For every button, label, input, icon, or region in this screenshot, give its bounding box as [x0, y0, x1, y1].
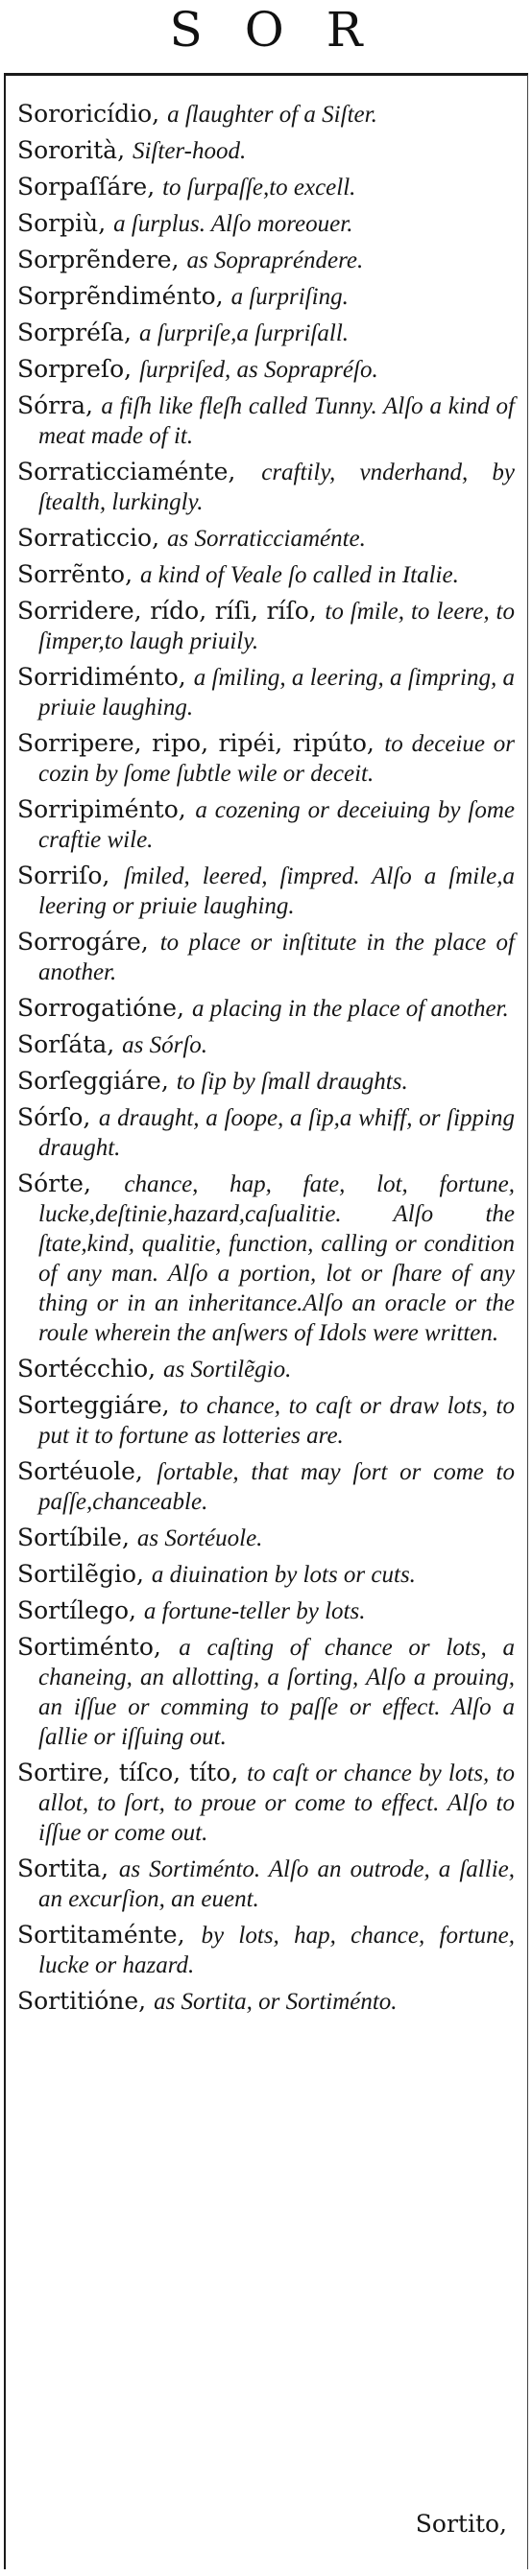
- entry-headword: Sorſáta,: [17, 1030, 115, 1058]
- entry-headword: Sortitaménte,: [17, 1921, 185, 1949]
- entry-headword: Sortíbile,: [17, 1524, 130, 1551]
- dictionary-entry: [17, 1596, 515, 1626]
- entry-headword: Sorſeggiáre,: [17, 1067, 169, 1095]
- entry-headword: Sortita,: [17, 1855, 109, 1882]
- dictionary-entry: [17, 795, 515, 855]
- entry-definition: to deceiue or cozin by ſome ſubtle wile or deceit.: [38, 731, 515, 787]
- dictionary-entry: [17, 100, 515, 130]
- entry-definition: to ſurpaſſe,to excell.: [162, 175, 356, 201]
- dictionary-entry: [17, 458, 515, 517]
- dictionary-entry: [17, 246, 515, 275]
- dictionary-entry: [17, 663, 515, 722]
- entry-definition: to chance, to caſt or draw lots, to put it to fortune as lotteries are.: [38, 1393, 515, 1449]
- entry-headword: Sorprẽndere,: [17, 246, 180, 273]
- dictionary-entry: [17, 1855, 515, 1914]
- entry-headword: Sortílego,: [17, 1596, 136, 1624]
- entry-definition: to place or inſtitute in the place of another.: [38, 930, 515, 985]
- entry-headword: Sorripere, ripo, ripéi, ripúto,: [17, 729, 375, 757]
- entry-headword: Sorraticcio,: [17, 524, 160, 552]
- dictionary-entry: [17, 1170, 515, 1348]
- dictionary-entry: [17, 1030, 515, 1060]
- entry-headword: Sorpréſa,: [17, 319, 132, 346]
- entry-headword: Sorpaſſáre,: [17, 173, 156, 201]
- dictionary-entry: [17, 136, 515, 166]
- entry-definition: a caſting of chance or lots, a chaneing, an allotting, a ſorting, Alſo a prouing, an iſſue or comming to paſſe or effect. Alſo a ſallie or iſſuing out.: [38, 1635, 515, 1750]
- dictionary-entry: [17, 1560, 515, 1590]
- entry-definition: as Sorraticciaménte.: [166, 526, 366, 552]
- header-rule: [4, 73, 528, 76]
- dictionary-entry: [17, 1355, 515, 1384]
- entry-headword: Sórte,: [17, 1170, 91, 1197]
- entry-headword: Sortécchio,: [17, 1355, 157, 1383]
- dictionary-entry: [17, 597, 515, 656]
- entry-headword: Sorrogatióne,: [17, 994, 184, 1022]
- dictionary-entry: [17, 1921, 515, 1980]
- dictionary-entry: [17, 994, 515, 1024]
- dictionary-entry: [17, 1067, 515, 1097]
- dictionary-entry: [17, 1524, 515, 1553]
- dictionary-entry: [17, 862, 515, 921]
- entry-headword: Sortilẽgio,: [17, 1560, 144, 1588]
- entry-definition: a ſmiling, a leering, a ſimpring, a priuie laughing.: [38, 665, 515, 721]
- dictionary-entry: [17, 282, 515, 312]
- entry-definition: a ſurplus. Alſo moreouer.: [113, 211, 353, 237]
- dictionary-entry: [17, 1759, 515, 1848]
- right-column-rule: [527, 75, 528, 2569]
- entry-headword: Sorraticciaménte,: [17, 458, 236, 485]
- entry-headword: Sorridiménto,: [17, 663, 186, 691]
- entry-list: [17, 100, 515, 2023]
- entry-definition: as Soprapréndere.: [186, 248, 364, 273]
- dictionary-entry: [17, 1103, 515, 1163]
- entry-definition: a ſlaughter of a Siſter.: [167, 102, 377, 128]
- entry-definition: to ſip by ſmall draughts.: [176, 1069, 408, 1095]
- running-head: SOR: [169, 2, 405, 58]
- entry-definition: a draught, a ſoope, a ſip,a whiff, or ſipping draught.: [38, 1105, 516, 1161]
- entry-definition: a cozening or deceiuing by ſome craftie wile.: [38, 797, 516, 853]
- dictionary-entry: [17, 209, 515, 239]
- dictionary-entry: [17, 391, 515, 451]
- entry-definition: a ſurpriſe,a ſurpriſall.: [138, 320, 350, 346]
- entry-definition: chance, hap, fate, lot, fortune, lucke,deſtinie,hazard,caſualitie. Alſo the ſtate,kind, qualitie, function, calling or condition of any man. Alſo a portion, lot or ſhare of any thing or in an inheritance.Alſo an oracle or the roule wherein the anſwers of Idols were written.: [38, 1171, 515, 1346]
- entry-definition: by lots, hap, chance, fortune, lucke or hazard.: [38, 1923, 515, 1978]
- entry-headword: Sortire, tíſco, títo,: [17, 1759, 239, 1786]
- entry-definition: to caſt or chance by lots, to allot, to ſort, to proue or come to effect. Alſo to iſſue or come out.: [38, 1761, 515, 1846]
- entry-headword: Sororità,: [17, 136, 126, 164]
- entry-headword: Sorrẽnto,: [17, 560, 133, 588]
- entry-headword: Sórſo,: [17, 1103, 91, 1131]
- entry-definition: as Sortilẽgio.: [163, 1357, 292, 1383]
- entry-headword: Sorrogáre,: [17, 928, 149, 956]
- dictionary-entry: [17, 1391, 515, 1451]
- entry-definition: a fiſh like fleſh called Tunny. Alſo a kind of meat made of it.: [38, 393, 515, 449]
- page-header: [0, 0, 532, 71]
- dictionary-entry: [17, 524, 515, 554]
- entry-headword: Sorprẽndiménto,: [17, 282, 224, 310]
- entry-headword: Sorpreſo,: [17, 355, 133, 383]
- dictionary-entry: [17, 319, 515, 348]
- entry-headword: Sorriſo,: [17, 862, 110, 889]
- dictionary-entry: [17, 355, 515, 385]
- dictionary-entry: [17, 173, 515, 202]
- entry-headword: Sórra,: [17, 391, 93, 419]
- dictionary-entry: [17, 1633, 515, 1752]
- catchword: Sortito,: [415, 2510, 507, 2538]
- entry-definition: ſurpriſed, as Soprapréſo.: [139, 357, 378, 383]
- dictionary-entry: [17, 560, 515, 590]
- entry-definition: as Sórſo.: [122, 1032, 208, 1058]
- entry-headword: Sororicídio,: [17, 100, 160, 128]
- entry-definition: ſortable, that may ſort or come to paſſe,chanceable.: [38, 1459, 515, 1515]
- entry-definition: to ſmile, to leere, to ſimper,to laugh priuily.: [38, 599, 515, 654]
- dictionary-entry: [17, 729, 515, 789]
- entry-definition: Siſter-hood.: [132, 138, 247, 164]
- entry-definition: as Sortéuole.: [136, 1525, 263, 1551]
- entry-headword: Sorripiménto,: [17, 795, 186, 823]
- entry-definition: ſmiled, leered, ſimpred. Alſo a ſmile,a leering or priuie laughing.: [38, 863, 515, 919]
- entry-headword: Sortiménto,: [17, 1633, 161, 1661]
- entry-definition: a placing in the place of another.: [191, 996, 509, 1022]
- entry-definition: as Sortita, or Sortiménto.: [154, 1989, 398, 2015]
- dictionary-entry: [17, 1987, 515, 2017]
- dictionary-entry: [17, 928, 515, 987]
- entry-definition: a ſurpriſing.: [230, 284, 349, 310]
- entry-definition: as Sortiménto. Alſo an outrode, a ſallie, an excurſion, an euent.: [38, 1856, 515, 1912]
- entry-definition: a diuination by lots or cuts.: [151, 1562, 416, 1588]
- entry-headword: Sorridere, rído, ríſi, ríſo,: [17, 597, 317, 625]
- entry-headword: Sorteggiáre,: [17, 1391, 170, 1419]
- dictionary-entry: [17, 1457, 515, 1517]
- entry-definition: craftily, vnderhand, by ſtealth, lurkingly.: [38, 460, 515, 515]
- entry-headword: Sortitióne,: [17, 1987, 147, 2015]
- entry-definition: a fortune-teller by lots.: [143, 1598, 366, 1624]
- entry-headword: Sortéuole,: [17, 1457, 143, 1485]
- entry-definition: a kind of Veale ſo called in Italie.: [139, 562, 459, 588]
- left-column-rule: [4, 75, 6, 2569]
- entry-headword: Sorpiù,: [17, 209, 107, 237]
